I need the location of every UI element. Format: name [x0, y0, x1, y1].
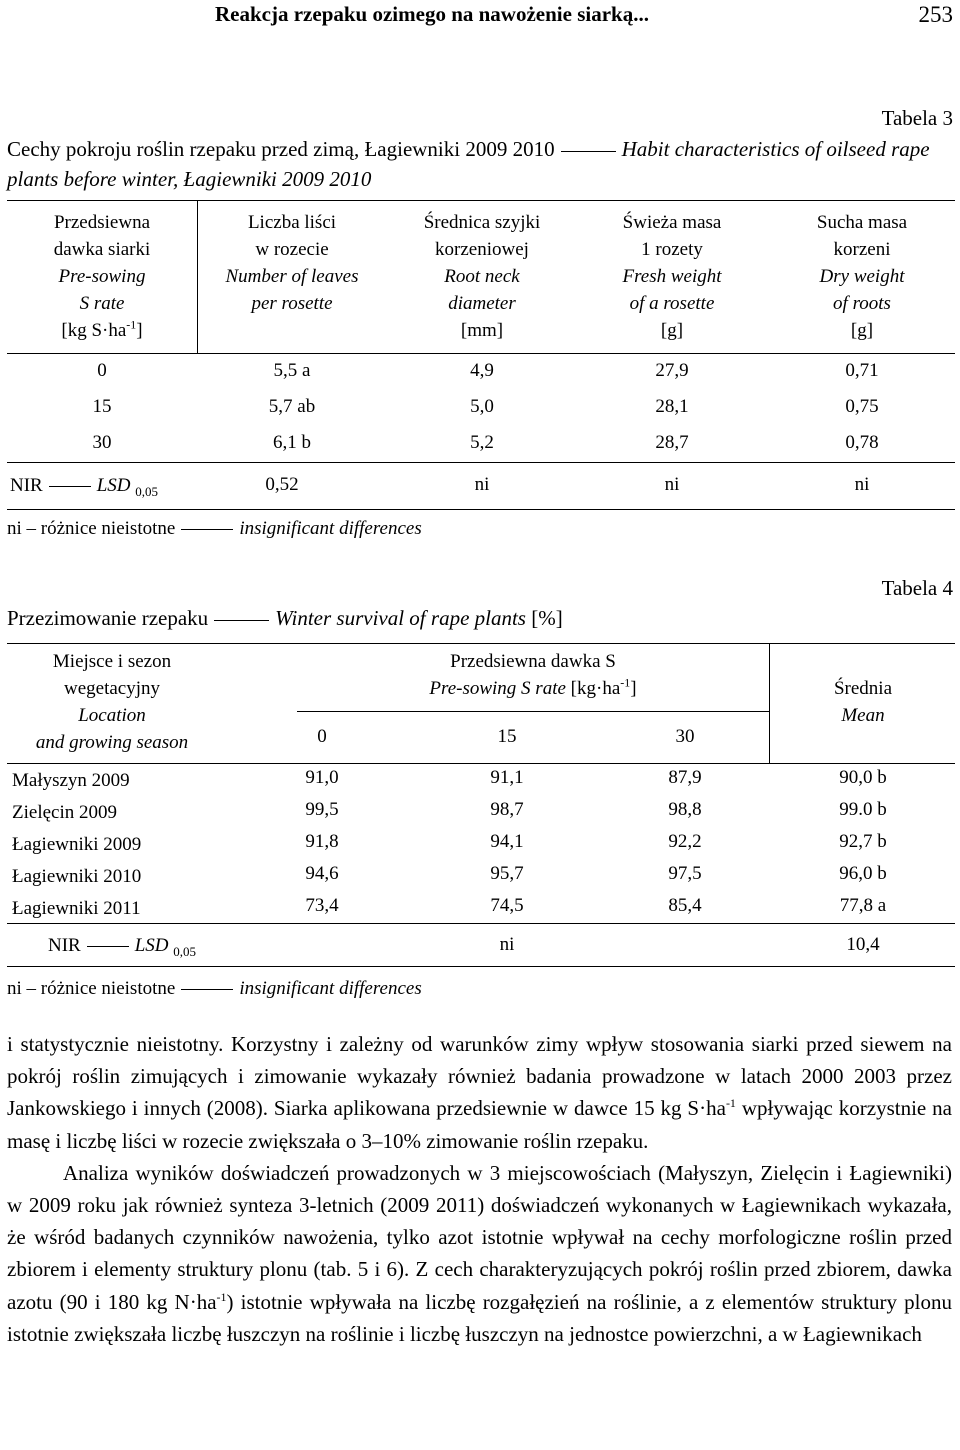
table-cell: 91,1 [490, 767, 524, 788]
table-cell: 15 [92, 396, 112, 417]
header-line-en: S rate [79, 293, 125, 314]
header-line-en: Location [78, 705, 146, 726]
running-header [0, 0, 960, 36]
table-cell: 5,0 [470, 396, 494, 417]
table3-col-fresh-header [577, 209, 767, 344]
lsd-label-pl: NIR [48, 935, 81, 956]
table-cell: 85,4 [668, 895, 702, 916]
header-line: Miejsce i sezon [52, 651, 172, 672]
footnote-pl: ni – różnice nieistotne [7, 978, 176, 999]
table-cell: 6,1 b [273, 432, 311, 453]
table-cell: Łagiewniki 2011 [12, 898, 141, 919]
table-cell: Małyszyn 2009 [12, 770, 130, 791]
header-unit: [g] [850, 320, 874, 341]
group-header-en-text: Pre-sowing S rate [429, 678, 566, 699]
table-cell: 0 [97, 360, 107, 381]
table-cell: ni [474, 474, 490, 495]
table-cell: 96,0 b [839, 863, 887, 884]
table4-group-header [297, 648, 769, 702]
table4-caption [7, 603, 957, 633]
table-cell: ni [664, 474, 680, 495]
table-cell: 98,8 [668, 799, 702, 820]
table-cell: 4,9 [470, 360, 494, 381]
table3-top-rule [7, 200, 955, 201]
footnote-en: insignificant differences [239, 518, 422, 539]
table4-body-rule [7, 923, 955, 924]
dash [181, 529, 233, 530]
header-unit: [kg $S\cdot ha^{-1}$] [61, 317, 143, 341]
table3-bottom-rule [7, 509, 955, 510]
table-cell: 97,5 [668, 863, 702, 884]
header-line-en: Dry weight [819, 266, 905, 287]
header-line-en: diameter [448, 293, 516, 314]
group-header-pl: Przedsiewna dawka S [450, 651, 616, 672]
header-line: Liczba liści [247, 212, 337, 233]
table-cell: 0,75 [845, 396, 879, 417]
table-cell: 87,9 [668, 767, 702, 788]
header-line: korzeniowej [435, 239, 529, 260]
table4-caption-en: Winter survival of rape plants [275, 606, 526, 630]
header-line: Średnia [833, 678, 893, 699]
lsd-label-pl: NIR [10, 475, 43, 496]
table-cell: 28,1 [655, 396, 689, 417]
table3-col-dose-header [7, 209, 197, 344]
body-text [7, 1028, 952, 1350]
header-line: w rozecie [255, 239, 329, 260]
table-cell: 27,9 [655, 360, 689, 381]
table-cell: 92,2 [668, 831, 702, 852]
table-cell: 5,7 ab [268, 396, 316, 417]
header-line: korzeni [833, 239, 891, 260]
lsd-label [48, 932, 196, 959]
table-cell: 5,5 a [273, 360, 311, 381]
table4-group-rule [297, 711, 769, 712]
table4-top-rule [7, 643, 955, 644]
dash [49, 486, 91, 487]
table4-label: Tabela 4 [881, 576, 953, 600]
dash [87, 946, 129, 947]
page-number: 253 [918, 2, 953, 27]
header-line: Średnica szyjki [423, 212, 541, 233]
lsd-subscript: 0,05 [135, 483, 159, 499]
table-cell: 0,71 [845, 360, 879, 381]
table-cell: Zielęcin 2009 [12, 802, 117, 823]
table3-body-rule [7, 462, 955, 463]
header-line-en: Pre-sowing [58, 266, 146, 287]
lsd-subscript: 0,05 [173, 943, 197, 959]
group-header-en: Pre-sowing S rate $[kg\cdot ha^{-1}]$ [429, 675, 637, 699]
paragraph: Analiza wyników doświadczeń prowadzonych w 3 miejscowościach (Małyszyn, Zielęcin i Łagiewniki) w 2009 roku jak również synteza 3-letnich (2009 2011) doświadczeń wykonanych w Łagiewnikach wykazała, że wśród badanych czynników nawożenia, tylko azot istotnie wpływał na cechy morfologiczne roślin przed zbiorem i elementy struktury plonu (tab. 5 i 6). Z cech charakteryzujących pokrój roślin przed zbiorem, dawka azotu (90 i 180 kg $N\cdot ha^{-1}$) istotnie wpływała na liczbę rozgałęzień na roślinie, a z elementów struktury plonu istotnie zwiększała liczbę łuszczyn na roślinie i liczbę łuszczyn na jednostce powierzchni, a w Łagiewnikach [7, 1160, 952, 1346]
table-cell: 91,0 [305, 767, 339, 788]
table-cell: 99.0 b [839, 799, 887, 820]
table-cell: 98,7 [490, 799, 524, 820]
dash [214, 620, 269, 621]
header-line: 1 rozety [641, 239, 703, 260]
dose-header: 15 [497, 726, 517, 747]
dash [561, 151, 616, 152]
table-cell: 0,78 [845, 432, 879, 453]
header-line: wegetacyjny [63, 678, 160, 699]
table-cell: ni [854, 474, 870, 495]
header-line: Sucha masa [816, 212, 908, 233]
table-cell: 92,7 b [839, 831, 887, 852]
table-cell: 91,8 [305, 831, 339, 852]
exponent: -1 [725, 1096, 736, 1111]
table3-col-dry-header [767, 209, 957, 344]
table-cell: Łagiewniki 2010 [12, 866, 142, 887]
lsd-label-en: LSD [134, 935, 169, 956]
table-cell: 74,5 [490, 895, 524, 916]
header-line-en: Root neck [444, 266, 520, 287]
table3-label: Tabela 3 [881, 106, 953, 130]
table3-header-rule [7, 353, 955, 354]
header-line-en: per rosette [251, 293, 333, 314]
header-line: dawka siarki [53, 239, 151, 260]
header-line-en: Mean [841, 705, 885, 726]
table-cell: 90,0 b [839, 767, 887, 788]
table3-caption-en: Habit characteristics of oilseed rape plants before winter, Łagiewniki 2009 2010 [7, 137, 930, 191]
table-cell: ni [499, 934, 515, 955]
table-cell: 73,4 [305, 895, 339, 916]
table-cell: 0,52 [265, 474, 299, 495]
exponent: -1 [216, 1289, 227, 1304]
table-cell: 30 [92, 432, 112, 453]
dose-header: 30 [675, 726, 695, 747]
header-line-en: Fresh weight [622, 266, 722, 287]
table3-caption [7, 134, 957, 194]
header-unit: [g] [660, 320, 684, 341]
table4-footnote [7, 978, 422, 1000]
table-cell: 95,7 [490, 863, 524, 884]
table3-caption-pl: Cechy pokroju roślin rzepaku przed zimą, Łagiewniki 2009 2010 [7, 137, 555, 161]
table-cell: 28,7 [655, 432, 689, 453]
table-cell: 5,2 [470, 432, 494, 453]
table4-bottom-rule [7, 966, 955, 967]
footnote-en: insignificant differences [239, 978, 422, 999]
table4-col-location-header [7, 648, 217, 756]
header-unit: [mm] [460, 320, 504, 341]
table4-col-mean-header [769, 675, 957, 729]
table-cell: 77,8 a [839, 895, 887, 916]
table4-caption-unit: [%] [531, 606, 563, 630]
header-line-en: of a rosette [629, 293, 715, 314]
table-cell: Łagiewniki 2009 [12, 834, 142, 855]
dash [181, 989, 233, 990]
table-cell: 94,6 [305, 863, 339, 884]
table3-footnote [7, 518, 422, 540]
table3-col-leaves-header [197, 209, 387, 317]
table-cell: 99,5 [305, 799, 339, 820]
table3-col-neck-header [387, 209, 577, 344]
header-line-en: of roots [833, 293, 891, 314]
lsd-label-en: LSD [96, 475, 131, 496]
header-line-en: Number of leaves [225, 266, 359, 287]
table4-caption-pl: Przezimowanie rzepaku [7, 606, 209, 630]
header-title: Reakcja rzepaku ozimego na nawożenie siarką... [215, 2, 649, 26]
lsd-label [10, 472, 200, 499]
header-line-en: and growing season [35, 732, 189, 753]
header-line: Przedsiewna [53, 212, 151, 233]
table-cell: 94,1 [490, 831, 524, 852]
dose-header: 0 [317, 726, 327, 747]
table4-header-rule [7, 763, 955, 764]
table-cell: 10,4 [846, 934, 880, 955]
footnote-pl: ni – różnice nieistotne [7, 518, 176, 539]
paragraph: i statystycznie nieistotny. Korzystny i zależny od warunków zimy wpływ stosowania siarki przed siewem na pokrój roślin zimujących i zimowanie wykazały również badania prowadzone w latach 2000 2003 przez Jankowskiego i innych (2008). Siarka aplikowana przedsiewnie w dawce 15 kg $S\cdot ha^{-1}$ wpływając korzystnie na masę i liczbę liści w rozecie zwiększała o 3–10% zimowanie roślin rzepaku. [7, 1032, 952, 1153]
header-line: Świeża masa [622, 212, 722, 233]
